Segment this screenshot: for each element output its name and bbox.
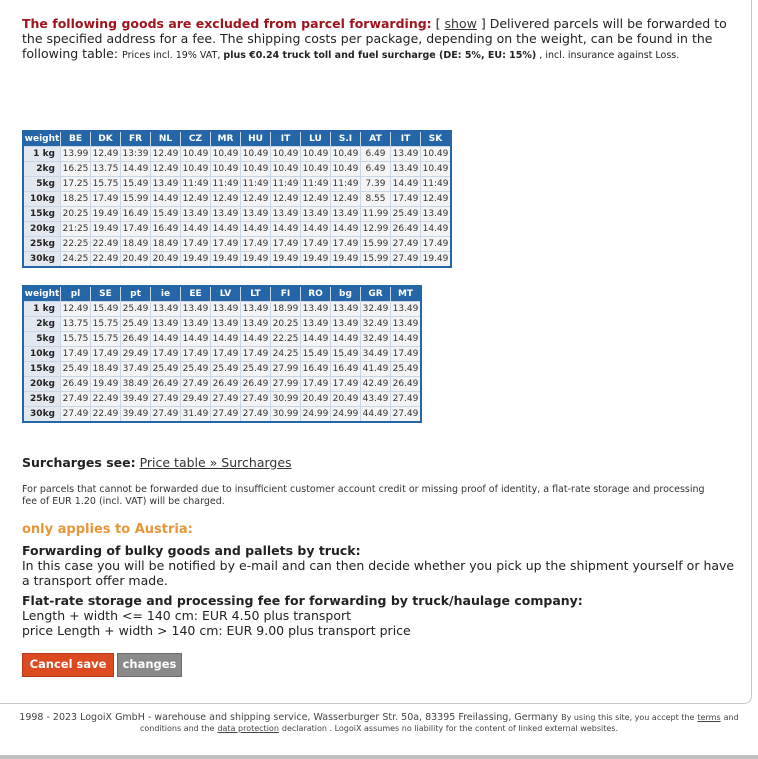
- price-cell: 14.49: [211, 222, 241, 237]
- price-cell: 10.49: [271, 162, 301, 177]
- price-cell: 10.49: [211, 162, 241, 177]
- price-cell: 16.49: [301, 362, 331, 377]
- weight-cell: 2kg: [23, 317, 61, 332]
- country-header: pt: [121, 286, 151, 302]
- price-cell: 13.49: [391, 147, 421, 162]
- show-bracket-close: ]: [476, 16, 486, 31]
- country-header: GR: [361, 286, 391, 302]
- price-cell: 12.49: [331, 192, 361, 207]
- price-cell: 14.49: [151, 192, 181, 207]
- price-cell: 17.49: [121, 222, 151, 237]
- price-cell: 18.99: [271, 302, 301, 317]
- price-cell: 30.99: [271, 407, 301, 423]
- price-cell: 14.49: [421, 222, 452, 237]
- price-cell: 12.99: [361, 222, 391, 237]
- price-cell: 13.49: [331, 207, 361, 222]
- footer-terms-text-3: declaration . LogoiX assumes no liability for the content of linked external websites.: [281, 724, 618, 733]
- country-header: ie: [151, 286, 181, 302]
- price-cell: 13.49: [271, 207, 301, 222]
- price-cell: 13.49: [301, 207, 331, 222]
- price-cell: 27.49: [391, 407, 422, 423]
- table-row: [23, 302, 421, 317]
- price-cell: 10.49: [331, 147, 361, 162]
- price-cell: 26.49: [211, 377, 241, 392]
- price-cell: 13.49: [391, 317, 422, 332]
- country-header: pl: [61, 286, 91, 302]
- price-cell: 15.99: [361, 252, 391, 268]
- price-cell: 7.39: [361, 177, 391, 192]
- price-cell: 19.49: [91, 377, 121, 392]
- weight-cell: 30kg: [23, 407, 61, 423]
- show-link[interactable]: show: [444, 16, 477, 31]
- price-cell: 15.75: [91, 332, 121, 347]
- country-header: LV: [211, 286, 241, 302]
- price-cell: 27.49: [391, 237, 421, 252]
- price-cell: 15.99: [361, 237, 391, 252]
- flat-rate-section: [22, 593, 737, 638]
- price-cell: 13.49: [331, 302, 361, 317]
- table-row: [23, 192, 451, 207]
- price-cell: 17.49: [301, 377, 331, 392]
- price-cell: 13.49: [301, 302, 331, 317]
- price-cell: 17.49: [421, 237, 452, 252]
- weight-cell: 1 kg: [23, 147, 61, 162]
- price-cell: 10.49: [301, 147, 331, 162]
- price-cell: 18.49: [151, 237, 181, 252]
- price-cell: 13.49: [241, 317, 271, 332]
- price-cell: 17.49: [151, 347, 181, 362]
- price-cell: 12.49: [271, 192, 301, 207]
- price-cell: 26.49: [241, 377, 271, 392]
- country-header: AT: [361, 131, 391, 147]
- price-cell: 17.49: [271, 237, 301, 252]
- price-cell: 31.49: [181, 407, 211, 423]
- price-cell: 10.49: [241, 147, 271, 162]
- price-cell: 10.49: [421, 147, 452, 162]
- price-cell: 25.49: [391, 362, 422, 377]
- show-bracket-open: [: [435, 16, 445, 31]
- price-cell: 14.49: [241, 332, 271, 347]
- footer-copyright: 1998 - 2023 LogoiX GmbH - warehouse and shipping service, Wasserburger Str. 50a, 83395 Freilassing, Germany: [19, 712, 559, 723]
- price-cell: 12.49: [61, 302, 91, 317]
- country-header: NL: [151, 131, 181, 147]
- price-cell: 18.49: [91, 362, 121, 377]
- country-header: RO: [301, 286, 331, 302]
- price-cell: 17.49: [241, 347, 271, 362]
- price-cell: 42.49: [361, 377, 391, 392]
- price-cell: 14.49: [331, 222, 361, 237]
- price-cell: 25.49: [181, 362, 211, 377]
- price-cell: 8.55: [361, 192, 391, 207]
- weight-cell: 15kg: [23, 362, 61, 377]
- price-cell: 11.99: [361, 207, 391, 222]
- table-row: [23, 177, 451, 192]
- price-cell: 25.49: [211, 362, 241, 377]
- bulky-goods-text: In this case you will be notified by e-mail and can then decide whether you pick up the shipment yourself or have a transport offer made.: [22, 558, 735, 588]
- price-cell: 12.49: [211, 192, 241, 207]
- weight-cell: 5kg: [23, 177, 61, 192]
- weight-cell: 2kg: [23, 162, 61, 177]
- price-cell: 25.49: [151, 362, 181, 377]
- table-row: [23, 207, 451, 222]
- rates-table-2: [22, 285, 422, 423]
- price-cell: 15.75: [91, 177, 121, 192]
- price-cell: 11:49: [271, 177, 301, 192]
- price-cell: 13.49: [181, 317, 211, 332]
- price-cell: 22.49: [91, 237, 121, 252]
- price-cell: 14.49: [301, 332, 331, 347]
- bulky-goods-section: [22, 543, 737, 588]
- table-row: [23, 392, 421, 407]
- weight-cell: 25kg: [23, 392, 61, 407]
- table-row: [23, 362, 421, 377]
- price-cell: 15.49: [121, 177, 151, 192]
- intro-paragraph: [22, 16, 737, 63]
- price-cell: 29.49: [121, 347, 151, 362]
- price-cell: 12.49: [151, 147, 181, 162]
- price-cell: 12.49: [181, 192, 211, 207]
- table-header-row: [23, 131, 451, 147]
- weight-cell: 10kg: [23, 347, 61, 362]
- table-row: [23, 252, 451, 268]
- price-cell: 13.49: [211, 317, 241, 332]
- price-cell: 25.49: [391, 207, 421, 222]
- price-cell: 15.75: [91, 317, 121, 332]
- price-cell: 15.49: [331, 347, 361, 362]
- price-cell: 21:25: [61, 222, 91, 237]
- price-cell: 19.49: [91, 207, 121, 222]
- price-cell: 27.49: [241, 407, 271, 423]
- price-cell: 22.25: [271, 332, 301, 347]
- price-cell: 17.49: [241, 237, 271, 252]
- price-cell: 11:49: [181, 177, 211, 192]
- price-cell: 19.49: [91, 222, 121, 237]
- price-cell: 17.49: [301, 237, 331, 252]
- country-header: FR: [121, 131, 151, 147]
- weight-cell: 20kg: [23, 222, 61, 237]
- price-cell: 6.49: [361, 162, 391, 177]
- weight-cell: 25kg: [23, 237, 61, 252]
- country-header: SK: [421, 131, 452, 147]
- price-cell: 13.49: [301, 317, 331, 332]
- austria-heading: only applies to Austria:: [22, 522, 193, 537]
- price-cell: 17.49: [331, 377, 361, 392]
- price-cell: 10.49: [211, 147, 241, 162]
- intro-text: Delivered parcels will be forwarded to the specified address for a fee. The shipping costs per package, depending on the weight, can be found in the following table:: [22, 16, 727, 61]
- country-header: EE: [181, 286, 211, 302]
- price-cell: 10.49: [181, 147, 211, 162]
- price-cell: 13:39: [121, 147, 151, 162]
- price-cell: 19.49: [211, 252, 241, 268]
- price-cell: 15.49: [91, 302, 121, 317]
- price-cell: 17.49: [181, 237, 211, 252]
- weight-cell: 15kg: [23, 207, 61, 222]
- price-cell: 24.25: [271, 347, 301, 362]
- price-cell: 20.49: [331, 392, 361, 407]
- price-cell: 14.49: [391, 332, 422, 347]
- storage-fee-note: For parcels that cannot be forwarded due to insufficient customer account credit or missing proof of identity, a flat-rate storage and processing fee of EUR 1.20 (incl. VAT) will be charged.: [22, 484, 705, 507]
- price-cell: 17.49: [211, 237, 241, 252]
- price-cell: 11:49: [421, 177, 452, 192]
- price-cell: 24.99: [331, 407, 361, 423]
- price-cell: 12.49: [241, 192, 271, 207]
- country-header: CZ: [181, 131, 211, 147]
- table-row: [23, 222, 451, 237]
- price-cell: 14.49: [181, 332, 211, 347]
- price-cell: 17.49: [91, 192, 121, 207]
- price-cell: 27.49: [151, 392, 181, 407]
- price-cell: 17.49: [331, 237, 361, 252]
- price-cell: 15.49: [151, 207, 181, 222]
- price-cell: 20.49: [151, 252, 181, 268]
- price-cell: 41.49: [361, 362, 391, 377]
- price-cell: 27.49: [391, 252, 421, 268]
- price-cell: 25.49: [121, 317, 151, 332]
- table-row: [23, 162, 451, 177]
- price-cell: 6.49: [361, 147, 391, 162]
- price-cell: 30.99: [271, 392, 301, 407]
- cancel-save-button[interactable]: Cancel save: [22, 653, 114, 677]
- country-header: S.I: [331, 131, 361, 147]
- price-cell: 13.49: [331, 317, 361, 332]
- table-row: [23, 407, 421, 423]
- price-cell: 16.49: [121, 207, 151, 222]
- terms-link[interactable]: terms: [697, 713, 721, 722]
- price-cell: 10.49: [271, 147, 301, 162]
- price-cell: 20.25: [271, 317, 301, 332]
- price-cell: 32.49: [361, 302, 391, 317]
- price-cell: 13.49: [211, 302, 241, 317]
- price-cell: 20.25: [61, 207, 91, 222]
- weight-cell: 1 kg: [23, 302, 61, 317]
- weight-cell: 5kg: [23, 332, 61, 347]
- price-cell: 14.49: [181, 222, 211, 237]
- price-cell: 38.49: [121, 377, 151, 392]
- price-cell: 12.49: [301, 192, 331, 207]
- price-cell: 17.49: [391, 347, 422, 362]
- price-note: [122, 50, 679, 61]
- price-cell: 27.49: [151, 407, 181, 423]
- price-cell: 14.49: [241, 222, 271, 237]
- price-cell: 25.49: [241, 362, 271, 377]
- flat-rate-title: Flat-rate storage and processing fee for forwarding by truck/haulage company:: [22, 593, 583, 608]
- price-cell: 44.49: [361, 407, 391, 423]
- bulky-goods-title: Forwarding of bulky goods and pallets by truck:: [22, 543, 361, 558]
- price-cell: 14.49: [391, 177, 421, 192]
- price-cell: 14.49: [271, 222, 301, 237]
- price-cell: 27.49: [181, 377, 211, 392]
- price-cell: 13.49: [241, 302, 271, 317]
- price-cell: 24.25: [61, 252, 91, 268]
- price-cell: 13.49: [241, 207, 271, 222]
- price-cell: 13.49: [421, 207, 452, 222]
- footer-and: and: [723, 713, 739, 722]
- price-cell: 14.49: [151, 332, 181, 347]
- price-cell: 26.49: [121, 332, 151, 347]
- table-row: [23, 237, 451, 252]
- price-cell: 32.49: [361, 332, 391, 347]
- table-row: [23, 332, 421, 347]
- price-cell: 15.99: [121, 192, 151, 207]
- price-note-prefix: Prices incl. 19% VAT,: [122, 50, 221, 61]
- table-row: [23, 377, 421, 392]
- price-cell: 20.49: [121, 252, 151, 268]
- price-cell: 25.49: [121, 302, 151, 317]
- price-cell: 13.49: [151, 177, 181, 192]
- price-cell: 27.99: [271, 377, 301, 392]
- price-cell: 19.49: [241, 252, 271, 268]
- price-cell: 20.49: [301, 392, 331, 407]
- price-cell: 17.49: [91, 347, 121, 362]
- price-cell: 17.49: [181, 347, 211, 362]
- weight-cell: 20kg: [23, 377, 61, 392]
- price-cell: 39.49: [121, 407, 151, 423]
- price-cell: 26.49: [391, 377, 422, 392]
- price-cell: 27.49: [241, 392, 271, 407]
- price-cell: 17.25: [61, 177, 91, 192]
- price-cell: 16.25: [61, 162, 91, 177]
- price-cell: 11:49: [331, 177, 361, 192]
- price-cell: 18.49: [121, 237, 151, 252]
- price-note-bold: plus €0.24 truck toll and fuel surcharge (DE: 5%, EU: 15%): [223, 50, 537, 61]
- price-cell: 13.49: [151, 317, 181, 332]
- table-row: [23, 347, 421, 362]
- country-header: bg: [331, 286, 361, 302]
- flat-rate-line-2: price Length + width > 140 cm: EUR 9.00 plus transport price: [22, 623, 411, 638]
- price-cell: 13.99: [61, 147, 91, 162]
- price-cell: 27.49: [211, 392, 241, 407]
- price-cell: 12.49: [91, 147, 121, 162]
- weight-header: weight: [23, 286, 61, 302]
- price-cell: 13.49: [391, 302, 422, 317]
- price-cell: 10.49: [301, 162, 331, 177]
- price-cell: 15.75: [61, 332, 91, 347]
- price-cell: 19.49: [271, 252, 301, 268]
- price-cell: 29.49: [181, 392, 211, 407]
- footer-terms-text-1: By using this site, you accept the: [561, 713, 695, 722]
- price-cell: 11:49: [211, 177, 241, 192]
- surcharges-line: [22, 455, 292, 470]
- price-cell: 10.49: [241, 162, 271, 177]
- price-cell: 13.49: [181, 207, 211, 222]
- table-header-row: [23, 286, 421, 302]
- price-cell: 11:49: [241, 177, 271, 192]
- excluded-goods-heading: The following goods are excluded from parcel forwarding:: [22, 16, 432, 31]
- price-cell: 37.49: [121, 362, 151, 377]
- price-cell: 10.49: [181, 162, 211, 177]
- price-cell: 14.49: [331, 332, 361, 347]
- flat-rate-line-1: Length + width <= 140 cm: EUR 4.50 plus transport: [22, 608, 352, 623]
- country-header: FI: [271, 286, 301, 302]
- weight-header: weight: [23, 131, 61, 147]
- price-cell: 15.49: [301, 347, 331, 362]
- price-cell: 18.25: [61, 192, 91, 207]
- price-cell: 13.49: [151, 302, 181, 317]
- country-header: IT: [271, 131, 301, 147]
- price-cell: 43.49: [361, 392, 391, 407]
- country-header: DK: [91, 131, 121, 147]
- price-cell: 39.49: [121, 392, 151, 407]
- price-cell: 24.99: [301, 407, 331, 423]
- country-header: HU: [241, 131, 271, 147]
- privacy-link[interactable]: data protection: [217, 724, 279, 733]
- rates-table-1: [22, 130, 452, 268]
- price-cell: 17.49: [61, 347, 91, 362]
- price-cell: 19.49: [181, 252, 211, 268]
- price-cell: 22.49: [91, 252, 121, 268]
- price-cell: 17.49: [391, 192, 421, 207]
- bottom-bar: [0, 755, 758, 759]
- price-note-suffix: , incl. insurance against Loss.: [539, 50, 680, 61]
- price-cell: 13.75: [61, 317, 91, 332]
- weight-cell: 10kg: [23, 192, 61, 207]
- country-header: LT: [241, 286, 271, 302]
- price-cell: 10.49: [331, 162, 361, 177]
- price-cell: 22.25: [61, 237, 91, 252]
- price-cell: 11:49: [301, 177, 331, 192]
- price-cell: 25.49: [61, 362, 91, 377]
- footer-terms-text-2: conditions and the: [140, 724, 215, 733]
- price-cell: 12.49: [151, 162, 181, 177]
- price-cell: 27.49: [391, 392, 422, 407]
- price-cell: 27.49: [61, 392, 91, 407]
- price-cell: 27.49: [61, 407, 91, 423]
- price-cell: 10.49: [421, 162, 452, 177]
- country-header: IT: [391, 131, 421, 147]
- table-row: [23, 147, 451, 162]
- country-header: LU: [301, 131, 331, 147]
- surcharges-label: Surcharges see:: [22, 455, 136, 470]
- price-cell: 19.49: [331, 252, 361, 268]
- price-cell: 34.49: [361, 347, 391, 362]
- price-cell: 12.49: [421, 192, 452, 207]
- price-cell: 26.49: [61, 377, 91, 392]
- price-cell: 13.75: [91, 162, 121, 177]
- country-header: MT: [391, 286, 422, 302]
- price-cell: 19.49: [421, 252, 452, 268]
- price-cell: 22.49: [91, 392, 121, 407]
- surcharges-link[interactable]: Price table » Surcharges: [139, 455, 292, 470]
- price-cell: 13.49: [181, 302, 211, 317]
- price-cell: 17.49: [211, 347, 241, 362]
- price-cell: 14.49: [121, 162, 151, 177]
- changes-button[interactable]: changes: [117, 653, 182, 677]
- price-cell: 16.49: [151, 222, 181, 237]
- price-cell: 14.49: [211, 332, 241, 347]
- country-header: SE: [91, 286, 121, 302]
- price-cell: 32.49: [361, 317, 391, 332]
- price-cell: 13.49: [391, 162, 421, 177]
- table-row: [23, 317, 421, 332]
- country-header: BE: [61, 131, 91, 147]
- price-cell: 19.49: [301, 252, 331, 268]
- price-cell: 16.49: [331, 362, 361, 377]
- weight-cell: 30kg: [23, 252, 61, 268]
- price-cell: 26.49: [391, 222, 421, 237]
- footer: [0, 712, 758, 734]
- price-cell: 22.49: [91, 407, 121, 423]
- price-cell: 27.49: [211, 407, 241, 423]
- country-header: MR: [211, 131, 241, 147]
- price-cell: 14.49: [301, 222, 331, 237]
- price-cell: 26.49: [151, 377, 181, 392]
- price-cell: 27.99: [271, 362, 301, 377]
- price-cell: 13.49: [211, 207, 241, 222]
